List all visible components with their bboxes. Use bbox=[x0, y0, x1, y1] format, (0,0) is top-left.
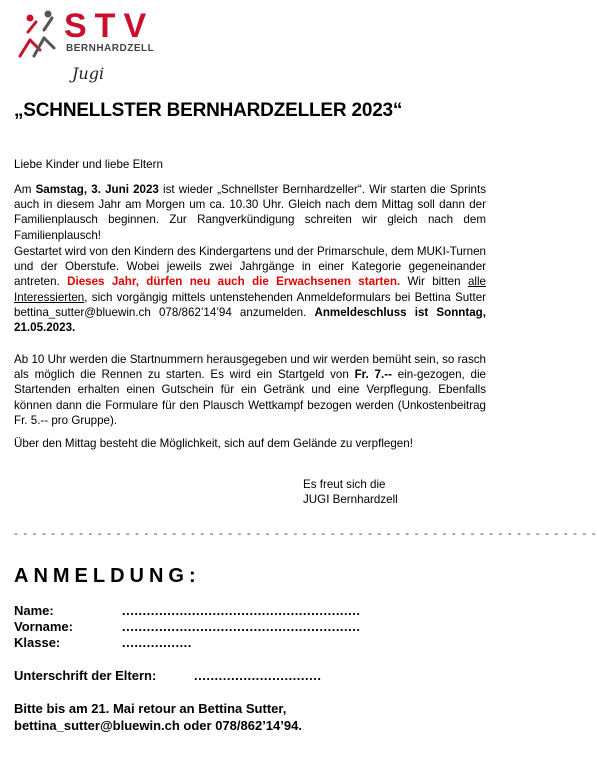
cut-line: - - - - - - - - - - - - - - - - - - - - - - - - - - - - - - - - - - - - - - - - - - - - - - - - - - - - - - - - - - - - - - - bbox=[14, 528, 597, 540]
event-date: Samstag, 3. Juni 2023 bbox=[35, 183, 159, 196]
paragraph-date: Am Samstag, 3. Juni 2023 ist wieder „Schnellster Bernhardzeller“. Wir starten die Sprints auch in diesem Jahr am Morgen um ca. 10.30 Uhr. Gleich nach dem Mittag soll dann der Familienplausch beginnen. Zur Rangverkündigung schreiten wir gleich nach dem Familienplausch! bbox=[14, 183, 486, 242]
return-instructions: Bitte bis am 21. Mai retour an Bettina Sutter, bettina_sutter@bluewin.ch oder 078/862’14’94. bbox=[14, 701, 302, 733]
page-title: „SCHNELLSTER BERNHARDZELLER 2023“ bbox=[14, 100, 403, 121]
parent-signature-field[interactable]: Unterschrift der Eltern: ............................... bbox=[14, 668, 322, 683]
runner-figures-icon bbox=[14, 10, 60, 62]
start-fee: Fr. 7.-- bbox=[354, 368, 392, 382]
deadline: Anmeldeschluss ist Sonntag, 21.05.2023. bbox=[14, 305, 486, 335]
logo-jugi: Jugi bbox=[72, 64, 105, 83]
logo-subtitle: BERNHARDZELL bbox=[66, 43, 155, 54]
signoff: Es freut sich die JUGI Bernhardzell bbox=[303, 478, 398, 506]
paragraph-lunch: Über den Mittag besteht die Möglichkeit, sich auf dem Gelände zu verpflegen! bbox=[14, 437, 413, 450]
vorname-field[interactable]: Vorname: .......................................................... bbox=[14, 619, 361, 634]
greeting: Liebe Kinder und liebe Eltern bbox=[14, 158, 163, 171]
stv-logo bbox=[14, 6, 174, 90]
paragraph-participants: Gestartet wird von den Kindern des Kindergartens und der Primarschule, dem MUKI-Turnen und der Oberstufe. Wobei jeweils zwei Jahrgänge in einer Kategorie gegeneinander antreten. Dieses Jahr, dürfen neu auch die Erwachsenen starten. Wir bitten alle Interessierten, sich vorgängig mittels untenstehenden Anmeldeformulars bei Bettina Sutter bettina_sutter@bluewin.ch 078/862’14’94 anzumelden. Anmeldeschluss ist Sonntag, 21.05.2023. bbox=[14, 245, 486, 335]
adults-notice: Dieses Jahr, dürfen neu auch die Erwachsenen starten. bbox=[67, 275, 401, 289]
paragraph-start-numbers: Ab 10 Uhr werden die Startnummern herausgegeben und wir werden bemüht sein, so rasch als möglich die Rennen zu starten. Es wird ein Startgeld von Fr. 7.-- ein-gezogen, die Startenden erhalten einen Gutschein für ein Getränk und eine Verpflegung. Ebenfalls können dann die Formulare für den Plausch Wettkampf bezogen werden (Unkostenbeitrag Fr. 5.-- pro Gruppe). bbox=[14, 353, 486, 427]
klasse-field[interactable]: Klasse: ................. bbox=[14, 635, 192, 650]
registration-heading: ANMELDUNG: bbox=[14, 565, 201, 587]
name-field[interactable]: Name: .......................................................... bbox=[14, 603, 361, 618]
logo-text: STV bbox=[64, 7, 155, 45]
